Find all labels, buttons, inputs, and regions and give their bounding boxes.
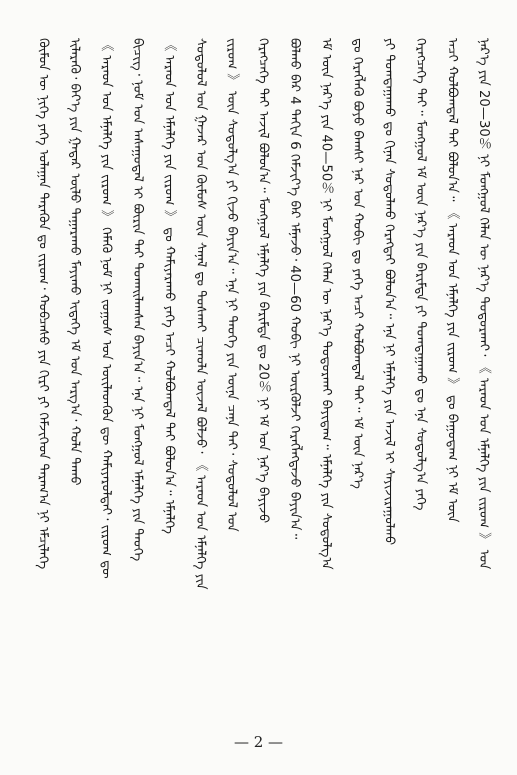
text-column: ᠶᠢ ᠲᠣᠭᠲᠠᠭᠠᠬᠤ ᠳᠤ ᠬᠢᠨᠠᠨ ᠰᠤᠳᠤᠯᠬᠤ ᠬᠡᠷᠡᠭᠲᠡᠢ ᠪᠣᠯᠤᠨ᠎ᠠ᠃ ᠡᠨᠡ ᠨᠢ ᠡᠮᠨᠡᠯᠭᠡ ᠶᠢᠨ ᠠᠵᠢᠯ ᠢ ᠰᠠᠶᠢᠵᠢᠷᠠᠭᠤᠯᠬᠤ xyxy=(381,38,397,546)
text-column: 《 ᠠᠷᠠᠳ ᠤᠨ ᠡᠮᠨᠡᠯᠭᠡ ᠶᠢᠨ ᠵᠢᠷᠤᠭ 》 ᠳᠤ ᠬᠠᠮᠢᠶᠠᠷᠠᠬᠤ ᠶᠡᠬᠡ ᠠᠴᠢ ᠬᠣᠯᠪᠣᠭᠳᠠᠯ ᠲᠠᠢ ᠪᠣᠯᠤᠨ᠎ᠠ᠃ ᠡᠮᠨᠡᠯᠭᠡ xyxy=(161,38,177,535)
text-column: ᠡᠮ ᠦᠨ ᠨᠡᠷ᠎ᠡ ᠶᠢᠨ 40—50％ ᠨᠢ ᠮᠣᠩᠭᠣᠯ ᠬᠡᠯᠡᠨ ᠦ ᠨᠡᠷ᠎ᠡ ᠲᠣᠳᠣᠷᠬᠠᠶ ᠪᠠᠶᠢᠳᠠᠭ᠃ ᠡᠮᠨᠡᠯᠭᠡ ᠶᠢᠨ ᠰᠤᠳᠤᠯᠭ᠎ᠠ xyxy=(318,38,334,570)
text-column: ᠨᠡᠷ᠎ᠡ ᠶᠢᠨ 20—30％ ᠨᠢ ᠮᠣᠩᠭᠣᠯ ᠬᠡᠯᠡᠨ ᠦ ᠨᠡᠷ᠎ᠡ ᠲᠣᠳᠣᠷᠬᠠᠶ᠂ 《 ᠠᠷᠠᠳ ᠤᠨ ᠡᠮᠨᠡᠯᠭᠡ ᠶᠢᠨ ᠵᠢᠷᠤᠭ 》 ᠤᠨ xyxy=(475,38,491,570)
text-column: ᠠᠴᠢ ᠬᠣᠯᠪᠣᠭᠳᠠᠯ ᠲᠠᠢ ᠪᠣᠯᠤᠨ᠎ᠠ᠃ 《 ᠠᠷᠠᠳ ᠤᠨ ᠡᠮᠨᠡᠯᠭᠡ ᠶᠢᠨ ᠵᠢᠷᠤᠭ 》 ᠳᠤ ᠪᠠᠭᠤᠳᠠᠭ ᠨᠢ ᠡᠮ ᠦᠨ xyxy=(444,38,460,523)
text-column: ᠪᠢᠴᠢᠭ᠂ ᠨᠤᠮ ᠤᠨ ᠠᠰᠠᠭᠤᠳᠠᠯ ᠢ ᠪᠦᠷᠢᠨ ᠲᠠᠢ ᠲᠤᠬᠠᠢᠯᠠᠭᠰᠠᠨ ᠪᠠᠶᠢᠨ᠎ᠠ᠃ ᠡᠨᠡ ᠨᠢ ᠮᠣᠩᠭᠣᠯ ᠡᠮᠨᠡᠯᠭᠡ ᠶᠢᠨ ᠲᠡᠦᠬᠡ xyxy=(129,38,145,562)
text-column: ᠰᠤᠳᠤᠯᠤᠯ ᠤᠨ ᠭᠠᠵᠠᠷ ᠤᠨ ᠬᠦᠮᠦᠰ ᠦᠨ ᠰᠠᠨᠠᠯ ᠳᠤ ᠲᠤᠰᠬᠠᠶ ᠴᠢᠬᠤᠯᠠ ᠦᠵᠡᠯ ᠪᠣᠯᠵᠤ᠂ 《 ᠠᠷᠠᠳ ᠤᠨ ᠡᠮᠨᠡᠯᠭᠡ ᠶᠢᠨ xyxy=(192,38,208,590)
text-column: ᠪᠣᠯᠬᠤ ᠪᠡᠷ 4 ᠳᠠᠬᠢᠨ 6 ᠬᠡᠮᠵᠢᠶ᠎ᠡ ᠪᠠᠷ ᠡᠮᠨᠡᠵᠦ᠂ 40—60 ᠬᠤᠪᠢ ᠨᠢ ᠦᠷᠭᠦᠯᠵᠢ ᠬᠡᠷᠡᠭᠯᠡᠭᠳᠡᠵᠦ ᠪᠠᠶᠢᠨ᠎ᠠ᠃ xyxy=(287,38,303,540)
text-column: ᠬᠦᠮᠦᠨ ᠦ ᠨᠢᠭᠡ ᠶᠡᠬᠡ ᠤᠯᠠᠭᠠᠨ ᠲᠡᠷᠡᠭᠦᠨ ᠳᠤ ᠵᠢᠷᠤᠭ᠂ ᠬᠤᠪᠴᠠᠰᠤ ᠶᠢᠨ ᠬᠢᠷᠢ ᠶᠢ ᠬᠡᠮᠵᠢᠭᠡᠳ ᠳᠠᠷᠠᠭ᠎ᠠ ᠨᠢ ᠡᠮᠴᠢᠯᠡᠭᠡ xyxy=(35,38,51,570)
vertical-text-block xyxy=(32,38,494,706)
text-column: ᠵᠢᠷᠤᠭ 》 ᠦᠨ ᠰᠤᠳᠤᠯᠭ᠎ᠠ ᠶᠢ ᠬᠢᠵᠦ ᠪᠠᠶᠢᠨ᠎ᠠ᠃ ᠡᠨᠡ ᠨᠢ ᠲᠡᠦᠬᠡ ᠶᠢᠨ ᠦᠨᠡ ᠴᠡᠨᠡ ᠲᠠᠢ᠂ ᠰᠤᠳᠤᠯᠤᠯ ᠤᠨ xyxy=(224,38,240,532)
page-number: — 2 — xyxy=(233,733,284,751)
text-column: ᠳᠤ ᠬᠡᠷᠡᠭᠯᠡᠬᠦ ᠪᠤᠶᠤ ᠪᠠᠭᠰᠢ ᠨᠠᠷ ᠤᠨ ᠬᠤᠪᠢ ᠳᠤ ᠶᠡᠬᠡ ᠠᠴᠢ ᠬᠣᠯᠪᠣᠭᠳᠠᠯ ᠲᠠᠢ᠃ ᠡᠮ ᠦᠨ ᠨᠡᠷ᠎ᠡ xyxy=(350,38,366,490)
text-column: ᠬᠡᠷᠡᠭᠴᠡᠭᠡ ᠲᠠᠢ᠃ ᠮᠣᠩᠭᠣᠯ ᠡᠮ ᠦᠨ ᠨᠡᠷ᠎ᠡ ᠶᠢᠨ ᠪᠠᠷᠢᠮᠲᠠ ᠶᠢ ᠲᠣᠭᠲᠠᠭᠠᠬᠤ ᠳᠤ ᠡᠨᠡ ᠰᠤᠳᠤᠯᠭ᠎ᠠ ᠶᠡᠬᠡ xyxy=(412,38,428,511)
text-column: 《 ᠠᠷᠠᠳ ᠤᠨ ᠡᠮᠨᠡᠯᠭᠡ ᠶᠢᠨ ᠵᠢᠷᠤᠭ 》 ᠬᠡᠮᠡᠬᠦ ᠨᠣᠮ ᠨᠢ ᠵᠤᠭᠤᠰ ᠤᠨ ᠦᠢᠯᠡᠳᠬᠦᠨ ᠳᠦ ᠬᠠᠮᠢᠶᠠᠷᠤᠯᠲᠠᠢ᠂ ᠵᠢᠷᠤᠭ ᠳᠦ xyxy=(98,38,114,579)
text-column: ᠬᠡᠷᠡᠭᠴᠡᠭᠡ ᠲᠠᠢ ᠠᠵᠢᠯ ᠪᠣᠯᠤᠨ᠎ᠠ᠃ ᠮᠣᠩᠭᠣᠯ ᠡᠮᠨᠡᠯᠭᠡ ᠶᠢᠨ ᠪᠠᠷᠢᠮᠲᠠ ᠳᠤ 20％ ᠨᠢ ᠡᠮ ᠤᠨ ᠨᠡᠷ᠎ᠡ ᠪᠠᠶᠢᠵᠤ xyxy=(255,38,271,524)
text-column: ᠢᠯᠡᠷᠡᠬᠦ᠂ ᠪᠡᠶ᠎ᠡ ᠶᠢᠨ ᠭᠠᠳᠠᠷ ᠦᠯᠦ ᠲᠠᠭᠠᠷᠠᠬᠤ ᠮᠠᠶᠢᠬᠤ ᠢᠳᠡᠭᠡ ᠡᠮ ᠤᠨ ᠠᠷᠭ᠎ᠠ᠂ ᠬᠤᠯᠠ ᠳᠠᠬᠤ xyxy=(66,38,82,486)
